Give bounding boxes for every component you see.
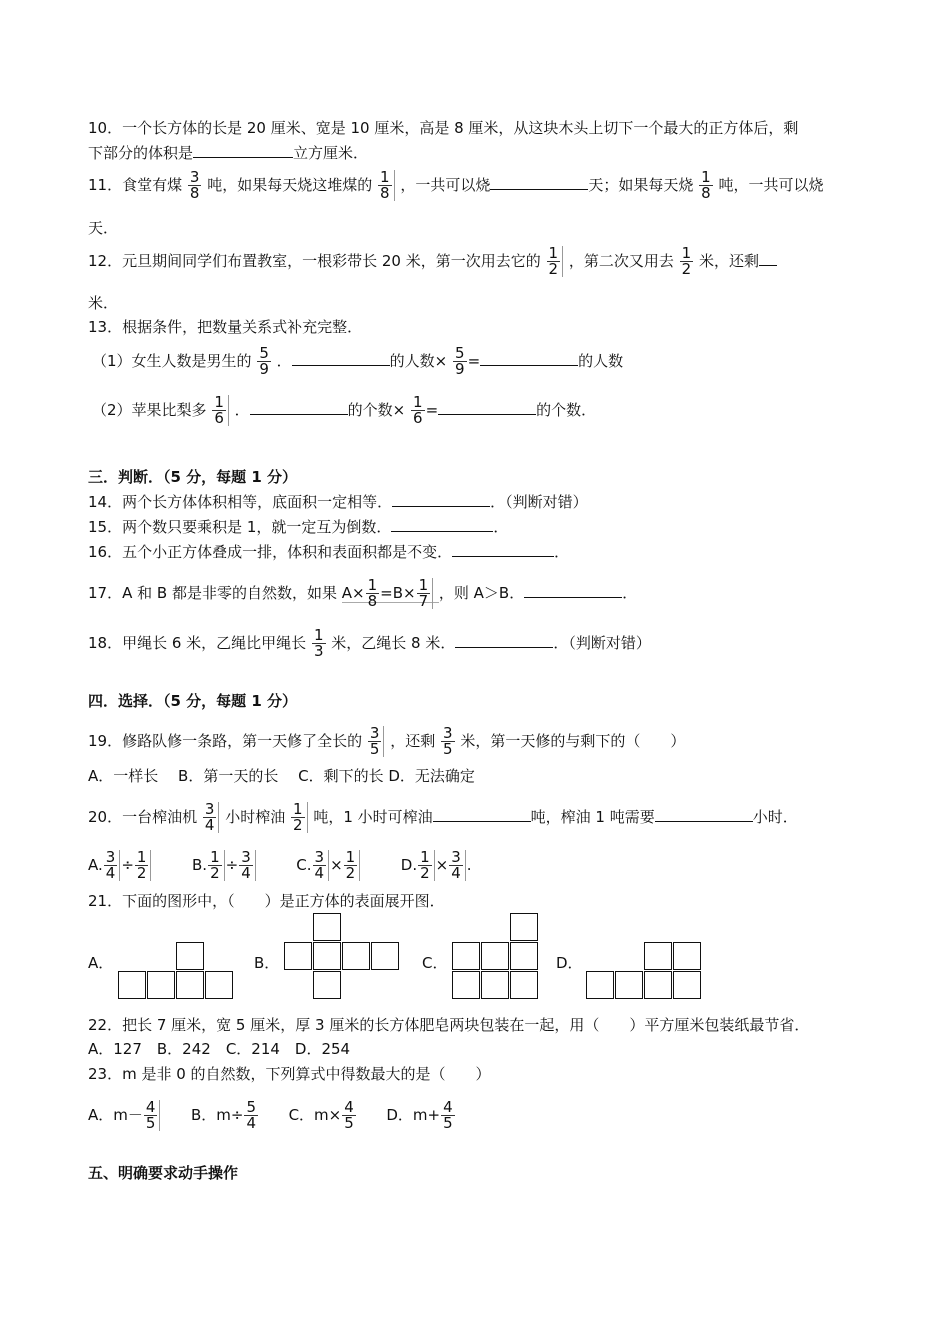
section-3-title: 三．判断．（5 分，每题 1 分） [88, 468, 298, 486]
q21-option-a-label[interactable]: A． [88, 954, 114, 972]
net-square [673, 971, 701, 999]
net-square [586, 971, 614, 999]
fraction: $\frac{3}{5}$ [443, 724, 453, 758]
net-square [644, 971, 672, 999]
q17: 17．A 和 B 都是非零的自然数，如果 A× $\frac{1}{8}$ =B× $\frac{1}{7}$ ，则 A＞B． ． [88, 576, 638, 610]
q10-line2: 下部分的体积是 立方厘米． [88, 144, 369, 162]
net-square [147, 971, 175, 999]
q23: 23．m 是非 0 的自然数，下列算式中得数最大的是（ ） [88, 1065, 491, 1083]
q11-line1: 11．食堂有煤 $\frac{3}{8}$ 吨，如果每天烧这堆煤的 $\frac{1}{8}$ ，一共可以烧 天；如果每天烧 $\frac{1}{8}$ 吨，一共可以烧 [88, 168, 824, 202]
q13-p2-blank-1[interactable] [250, 400, 348, 415]
q21: 21．下面的图形中，（ ）是正方体的表面展开图． [88, 892, 445, 910]
q19: 19．修路队修一条路，第一天修了全长的 $\frac{3}{5}$ ，还剩 $\frac{3}{5}$ 米，第一天修的与剩下的（ ） [88, 724, 686, 758]
fraction: $\frac{1}{6}$ [413, 393, 423, 427]
net-square [176, 971, 204, 999]
fraction: $\frac{1}{2}$ [208, 850, 225, 881]
q13-p2-blank-2[interactable] [438, 400, 536, 415]
fraction: $\frac{1}{2}$ [291, 802, 308, 833]
q13-p1-blank-1[interactable] [292, 351, 390, 366]
net-square [615, 971, 643, 999]
fraction: $\frac{5}{9}$ [455, 344, 465, 378]
q23-options[interactable]: A．m－ $\frac{4}{5}$ B．m÷ $\frac{5}{4}$ C．m× $\frac{4}{5}$ D．m+ $\frac{4}{5}$ [88, 1098, 453, 1132]
net-square [510, 942, 538, 970]
q12-answer-blank[interactable] [759, 251, 777, 266]
net-square [313, 971, 341, 999]
q17-equation: A× $\frac{1}{8}$ =B× $\frac{1}{7}$ [342, 584, 439, 603]
net-square [644, 942, 672, 970]
net-square [205, 971, 233, 999]
q21-net-b[interactable] [284, 913, 400, 1000]
q14: 14．两个长方体体积相等，底面积一定相等． ．（判断对错） [88, 493, 588, 511]
net-square [176, 942, 204, 970]
net-square [481, 942, 509, 970]
q10-answer-blank[interactable] [193, 143, 293, 158]
q21-net-c[interactable] [452, 913, 539, 1000]
fraction: $\frac{4}{5}$ [144, 1100, 161, 1131]
fraction: $\frac{1}{8}$ [378, 170, 395, 201]
q15-blank[interactable] [391, 517, 493, 532]
fraction: $\frac{4}{5}$ [443, 1098, 453, 1132]
q13-p1-blank-2[interactable] [480, 351, 578, 366]
fraction: $\frac{1}{2}$ [418, 850, 435, 881]
q20: 20．一台榨油机 $\frac{3}{4}$ 小时榨油 $\frac{1}{2}$ 吨，1 小时可榨油 吨，榨油 1 吨需要 小时． [88, 800, 798, 834]
q13-title: 13．根据条件，把数量关系式补充完整． [88, 318, 363, 336]
fraction: $\frac{1}{2}$ [135, 850, 152, 881]
q13-part1: （1）女生人数是男生的 $\frac{5}{9}$ ． 的人数× $\frac{5}{9}$ = 的人数 [92, 344, 624, 378]
net-square [452, 942, 480, 970]
net-square [452, 971, 480, 999]
q21-net-a[interactable] [118, 942, 234, 1000]
fraction: $\frac{1}{8}$ [701, 168, 711, 202]
fraction: $\frac{4}{5}$ [344, 1098, 354, 1132]
net-square [342, 942, 370, 970]
net-square [313, 913, 341, 941]
fraction: $\frac{3}{4}$ [449, 850, 466, 881]
q21-net-d[interactable] [586, 942, 702, 1000]
q14-blank[interactable] [392, 492, 490, 507]
fraction: $\frac{3}{4}$ [313, 850, 330, 881]
fraction: $\frac{1}{2}$ [547, 246, 564, 277]
fraction: $\frac{3}{8}$ [189, 168, 200, 202]
fraction: $\frac{3}{4}$ [203, 802, 220, 833]
net-square [510, 971, 538, 999]
fraction: $\frac{1}{2}$ [681, 244, 692, 278]
q21-option-c-label[interactable]: C． [422, 954, 448, 972]
fraction: $\frac{3}{5}$ [368, 726, 385, 757]
q15: 15．两个数只要乘积是 1，就一定互为倒数． ． [88, 518, 509, 536]
net-square [371, 942, 399, 970]
net-square [118, 971, 146, 999]
q11-answer-blank-1[interactable] [490, 175, 588, 190]
net-square [313, 942, 341, 970]
q12-line1: 12．元旦期间同学们布置教室，一根彩带长 20 米，第一次用去它的 $\frac{1}{2}$ ，第二次又用去 $\frac{1}{2}$ 米，还剩 [88, 246, 777, 277]
q20-options[interactable]: A. $\frac{3}{4}$ ÷ $\frac{1}{2}$ B. $\frac{1}{2}$ ÷ $\frac{3}{4}$ C. $\frac{3}{4}$ × $\frac{1}{2}$ D. $\frac{1}{2}$ × $\frac{3}{4}$ . [88, 848, 472, 882]
net-square [673, 942, 701, 970]
q20-blank-2[interactable] [655, 807, 753, 822]
q16-blank[interactable] [452, 542, 554, 557]
fraction: $\frac{1}{3}$ [313, 626, 324, 660]
q21-option-b-label[interactable]: B． [254, 954, 280, 972]
net-square [510, 913, 538, 941]
q11-line2: 天． [88, 219, 119, 237]
net-square [284, 942, 312, 970]
fraction: $\frac{1}{7}$ [417, 578, 434, 609]
q10-line1: 10．一个长方体的长是 20 厘米、宽是 10 厘米，高是 8 厘米，从这块木头上切下一个最大的正方体后，剩 [88, 119, 799, 137]
q21-option-d-label[interactable]: D． [556, 954, 583, 972]
fraction: $\frac{5}{9}$ [259, 344, 269, 378]
q22: 22．把长 7 厘米，宽 5 厘米，厚 3 厘米的长方体肥皂两块包装在一起，用（ ）平方厘米包装纸最节省． [88, 1016, 810, 1034]
section-5-title: 五、明确要求动手操作 [88, 1164, 239, 1182]
q20-blank-1[interactable] [433, 807, 531, 822]
section-4-title: 四．选择．（5 分，每题 1 分） [88, 692, 298, 710]
net-square [481, 971, 509, 999]
q18: 18．甲绳长 6 米，乙绳比甲绳长 $\frac{1}{3}$ 米，乙绳长 8 米． ．（判断对错） [88, 626, 651, 660]
q16: 16．五个小正方体叠成一排，体积和表面积都是不变． ． [88, 543, 570, 561]
fraction: $\frac{3}{4}$ [239, 850, 256, 881]
fraction: $\frac{3}{4}$ [104, 850, 121, 881]
fraction: $\frac{5}{4}$ [246, 1098, 257, 1132]
q17-blank[interactable] [524, 583, 622, 598]
q22-options[interactable]: A．127 B．242 C．214 D．254 [88, 1040, 351, 1058]
q12-line2: 米． [88, 294, 119, 312]
fraction: $\frac{1}{8}$ [367, 576, 378, 610]
fraction: $\frac{1}{2}$ [344, 850, 361, 881]
fraction: $\frac{1}{6}$ [212, 395, 229, 426]
q19-options[interactable]: A．一样长 B．第一天的长 C．剩下的长 D．无法确定 [88, 767, 475, 785]
q18-blank[interactable] [455, 633, 553, 648]
q13-part2: （2）苹果比梨多 $\frac{1}{6}$ ． 的个数× $\frac{1}{6}$ = 的个数． [92, 393, 597, 427]
